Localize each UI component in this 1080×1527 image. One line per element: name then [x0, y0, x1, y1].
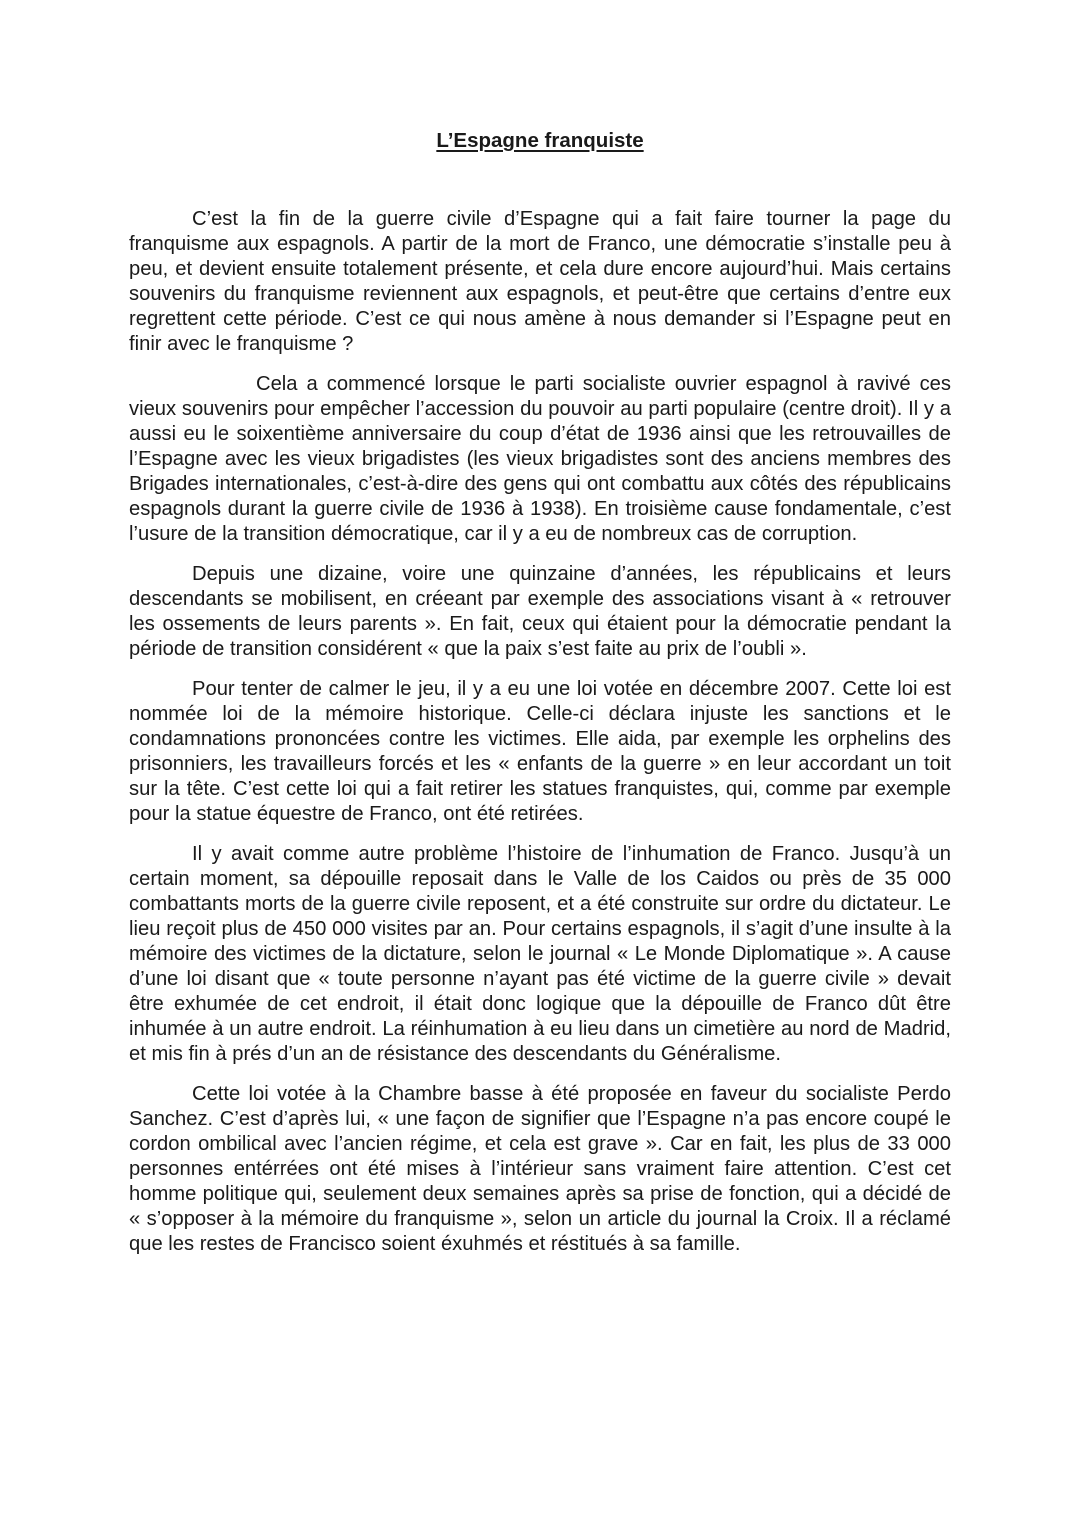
paragraph-historical-memory-law: Pour tenter de calmer le jeu, il y a eu une loi votée en décembre 2007. Cette loi est nommée loi de la mémoire historique. Celle-ci déclara injuste les sanctions et le condamnations prononcées contre les victimes. Elle aida, par exemple les orphelins des prisonniers, les travailleurs forcés et les « enfants de la guerre » en leur accordant un toit sur la tête. C’est cette loi qui a fait retirer les statues franquistes, qui, comme par exemple pour la statue équestre de Franco, ont été retirées.	[129, 678, 951, 825]
document-title-text: L’Espagne franquiste	[436, 129, 644, 152]
paragraph-introduction: C’est la fin de la guerre civile d’Espagne qui a fait faire tourner la page du franquisme aux espagnols. A partir de la mort de Franco, une démocratie s’installe peu à peu, et devient ensuite totalement présente, et cela dure encore aujourd’hui. Mais certains souvenirs du franquisme reviennent aux espagnols, et peut-être que certains d’entre eux regrettent cette période. C’est ce qui nous amène à nous demander si l’Espagne peut en finir avec le franquisme ?	[129, 208, 951, 355]
document-title	[0, 128, 1080, 154]
paragraph-franco-burial: Il y avait comme autre problème l’histoire de l’inhumation de Franco. Jusqu’à un certain moment, sa dépouille reposait dans le Valle de los Caidos ou près de 35 000 combattants morts de la guerre civile reposent, et a été construite sur ordre du dictateur. Le lieu reçoit plus de 450 000 visites par an. Pour certains espagnols, il s’agit d’une insulte à la mémoire des victimes de la dictature, selon le journal « Le Monde Diplomatique ». A cause d’une loi disant que « toute personne n’ayant pas été victime de la guerre civile » devait être exhumée de cet endroit, il était donc logique que la dépouille de Franco dût être inhumée à un autre endroit. La réinhumation à eu lieu dans un cimetière au nord de Madrid, et mis fin à prés d’un an de résistance des descendants du Généralisme.	[129, 843, 951, 1065]
paragraph-mobilisation: Depuis une dizaine, voire une quinzaine d’années, les républicains et leurs descendants se mobilisent, en créeant par exemple des associations visant à « retrouver les ossements de leurs parents ». En fait, ceux qui étaient pour la démocratie pendant la période de transition considérent « que la paix s’est faite au prix de l’oubli ».	[129, 563, 951, 660]
document-body	[129, 207, 951, 1272]
paragraph-pedro-sanchez: Cette loi votée à la Chambre basse à été proposée en faveur du socialiste Perdo Sanchez. C’est d’après lui, « une façon de signifier que l’Espagne n’a pas encore coupé le cordon ombilical avec l’ancien régime, et cela est grave ». Car en fait, les plus de 33 000 personnes entérrées ont été mises à l’intérieur sans vraiment faire attention. C’est cet homme politique qui, seulement deux semaines après sa prise de fonction, qui a décidé de « s’opposer à la mémoire du franquisme », selon un article du journal la Croix. Il a réclamé que les restes de Francisco soient éxuhmés et réstitués à sa famille.	[129, 1083, 951, 1255]
paragraph-causes: Cela a commencé lorsque le parti socialiste ouvrier espagnol à ravivé ces vieux souvenirs pour empêcher l’accession du pouvoir au parti populaire (centre droit). Il y a aussi eu le soixentième anniversaire du coup d’état de 1936 ainsi que les retrouvailles de l’Espagne avec les vieux brigadistes (les vieux brigadistes sont des anciens membres des Brigades internationales, c’est-à-dire des gens qui ont combattu aux côtés des républicains espagnols durant la guerre civile de 1936 à 1938). En troisième cause fondamentale, c’est l’usure de la transition démocratique, car il y a eu de nombreux cas de corruption.	[129, 373, 951, 545]
